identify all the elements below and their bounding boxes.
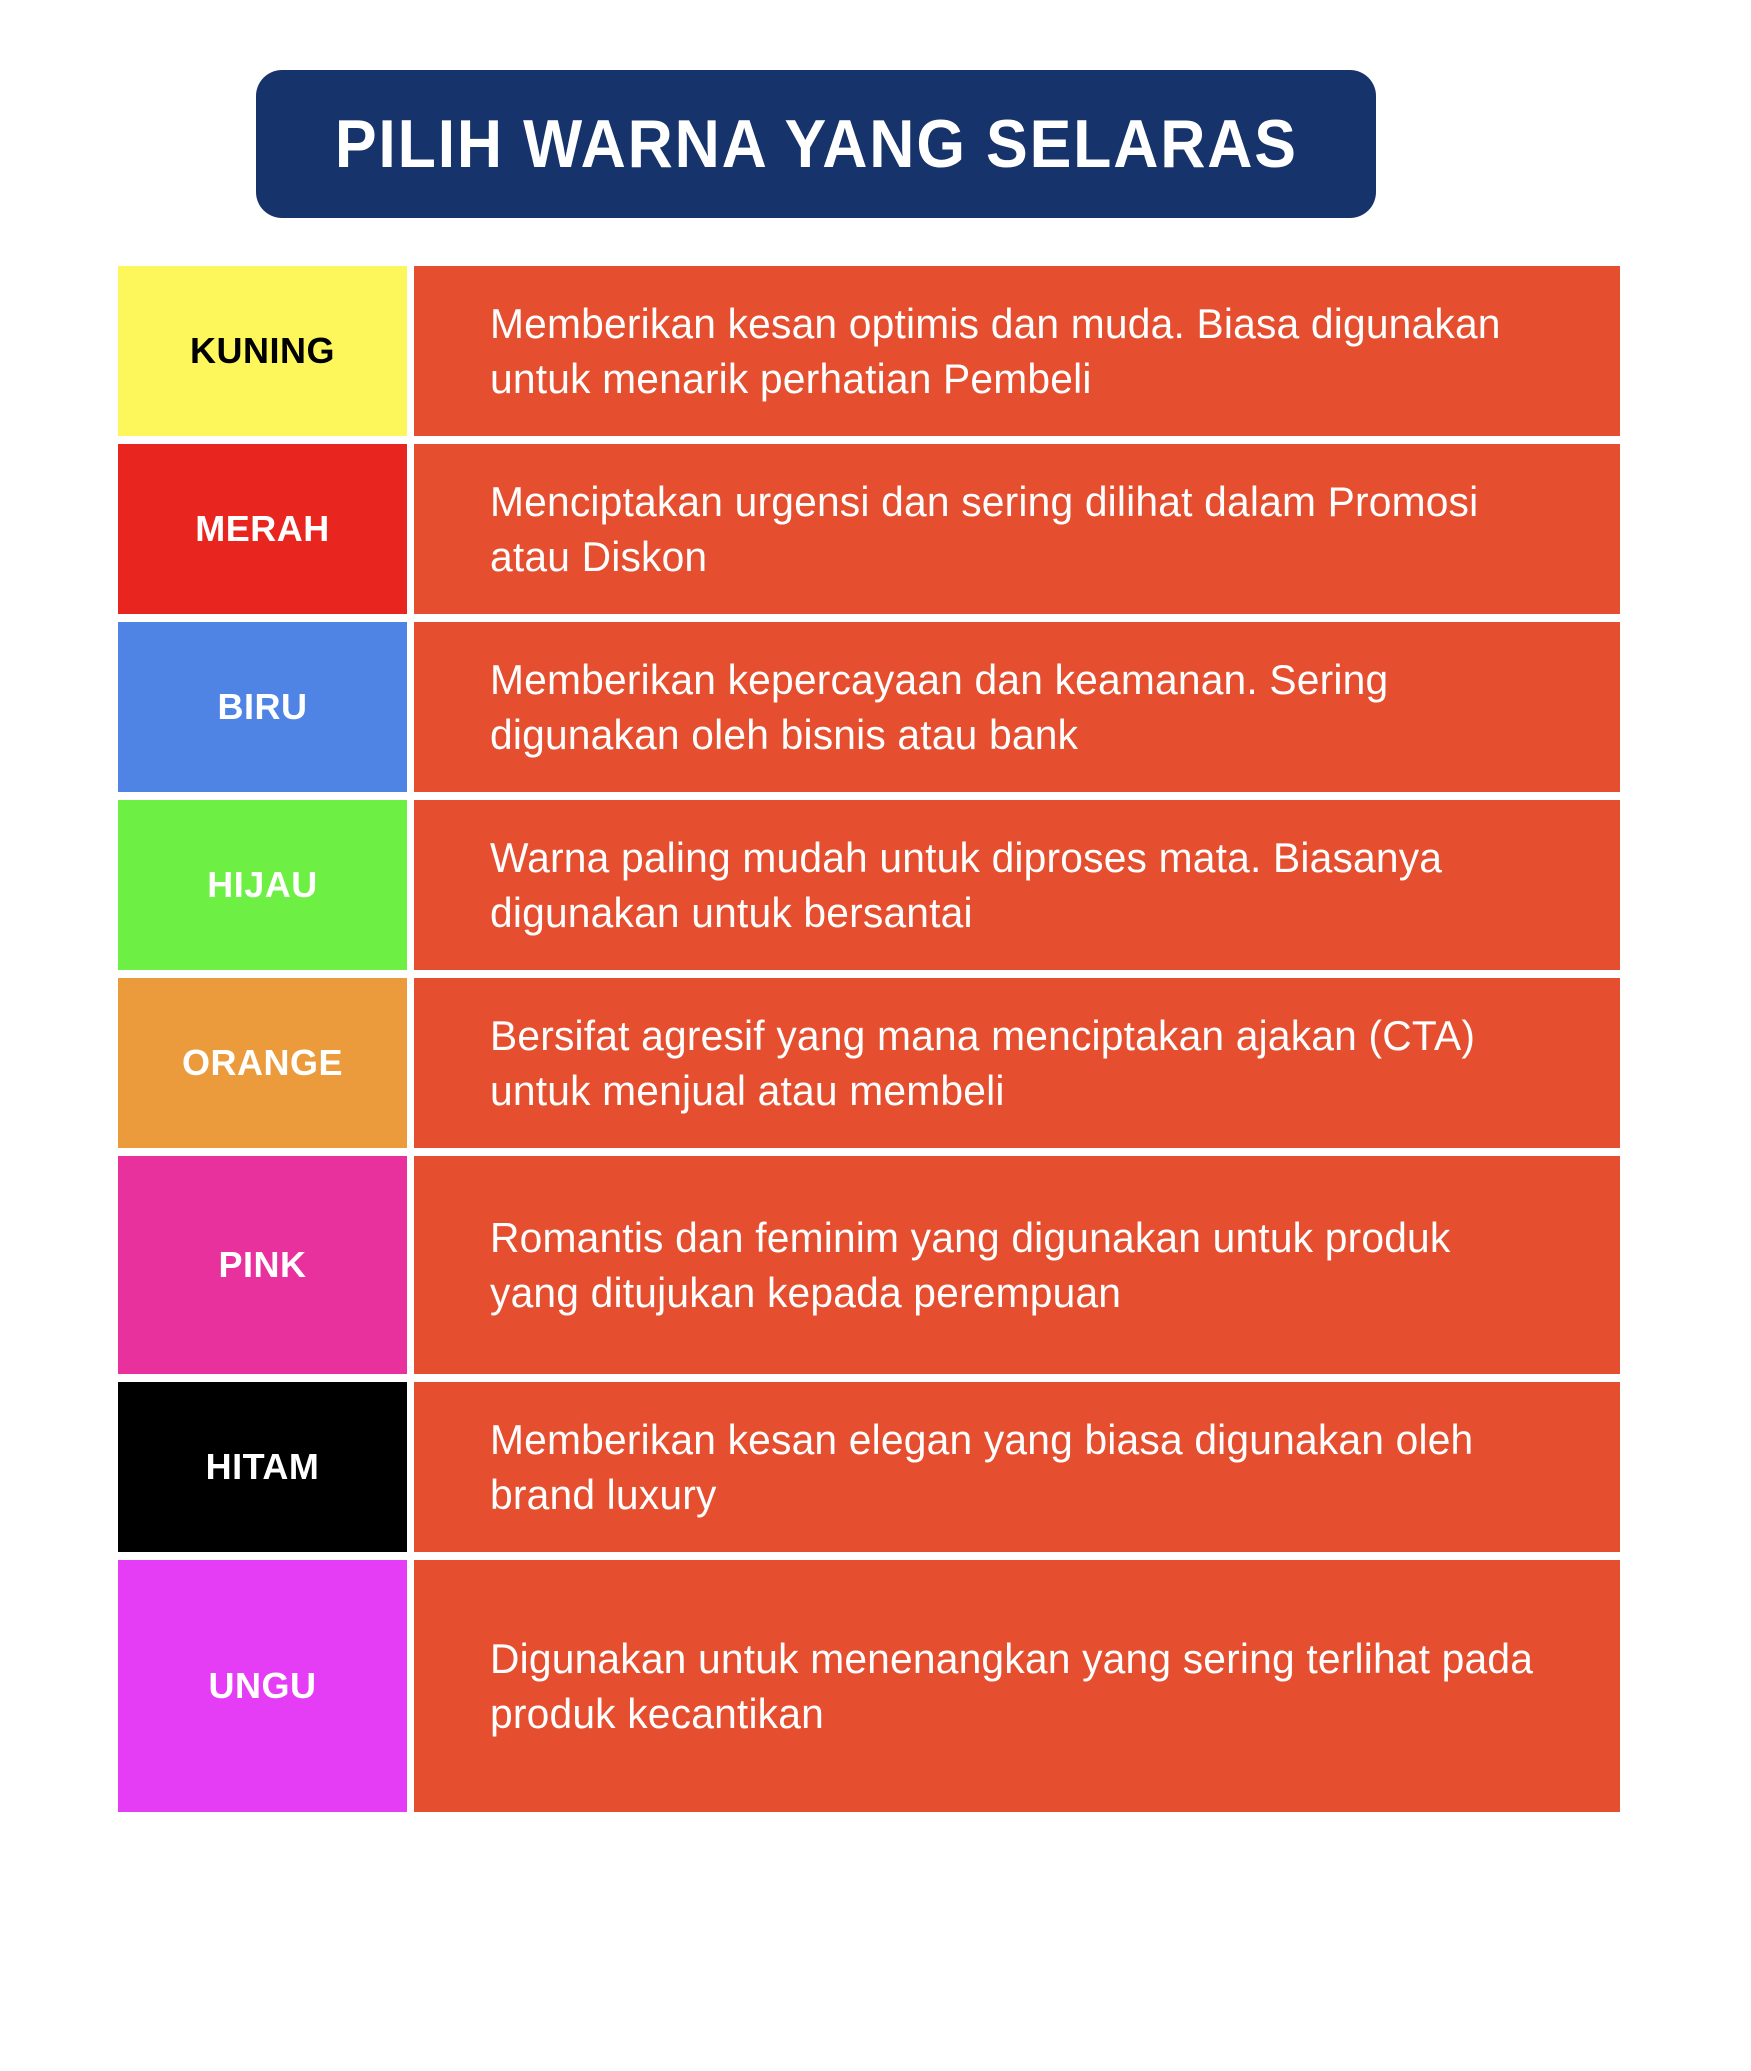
color-description-panel xyxy=(414,1560,1620,1812)
color-swatch xyxy=(118,444,407,614)
color-description-panel xyxy=(414,622,1620,792)
color-name-label: UNGU xyxy=(208,1665,317,1706)
table-row xyxy=(118,622,1620,792)
color-meaning-table xyxy=(118,266,1620,1820)
color-swatch xyxy=(118,1382,407,1552)
color-name-label: HIJAU xyxy=(207,864,318,905)
color-description-panel xyxy=(414,266,1620,436)
color-name-label: ORANGE xyxy=(181,1042,343,1083)
color-name-label: KUNING xyxy=(190,330,335,371)
color-name-label: PINK xyxy=(218,1244,307,1285)
color-description-text: Warna paling mudah untuk diproses mata. Biasanya digunakan untuk bersantai xyxy=(490,833,1443,936)
color-description-panel xyxy=(414,978,1620,1148)
table-row xyxy=(118,800,1620,970)
table-row xyxy=(118,1560,1620,1812)
table-row xyxy=(118,1156,1620,1374)
color-name-label: MERAH xyxy=(195,508,330,549)
table-row xyxy=(118,1382,1620,1552)
color-swatch xyxy=(118,622,407,792)
color-description-text: Memberikan kesan optimis dan muda. Biasa digunakan untuk menarik perhatian Pembeli xyxy=(490,299,1501,402)
color-description-text: Romantis dan feminim yang digunakan untuk produk yang ditujukan kepada perempuan xyxy=(490,1213,1451,1316)
color-swatch xyxy=(118,800,407,970)
color-swatch xyxy=(118,1156,407,1374)
color-name-label: HITAM xyxy=(205,1446,320,1487)
color-description-panel xyxy=(414,800,1620,970)
color-description-text: Memberikan kepercayaan dan keamanan. Sering digunakan oleh bisnis atau bank xyxy=(490,655,1389,758)
color-swatch xyxy=(118,266,407,436)
color-swatch xyxy=(118,978,407,1148)
title-banner xyxy=(256,70,1376,218)
table-row xyxy=(118,978,1620,1148)
color-description-text: Menciptakan urgensi dan sering dilihat dalam Promosi atau Diskon xyxy=(490,477,1479,580)
color-description-text: Memberikan kesan elegan yang biasa digunakan oleh brand luxury xyxy=(490,1415,1474,1518)
color-swatch xyxy=(118,1560,407,1812)
color-description-text: Digunakan untuk menenangkan yang sering terlihat pada produk kecantikan xyxy=(490,1634,1534,1737)
color-description-text: Bersifat agresif yang mana menciptakan ajakan (CTA) untuk menjual atau membeli xyxy=(490,1011,1476,1114)
color-description-panel xyxy=(414,1382,1620,1552)
table-row xyxy=(118,266,1620,436)
table-row xyxy=(118,444,1620,614)
color-name-label: BIRU xyxy=(217,686,308,727)
color-description-panel xyxy=(414,444,1620,614)
page-title: PILIH WARNA YANG SELARAS xyxy=(334,106,1298,182)
color-description-panel xyxy=(414,1156,1620,1374)
